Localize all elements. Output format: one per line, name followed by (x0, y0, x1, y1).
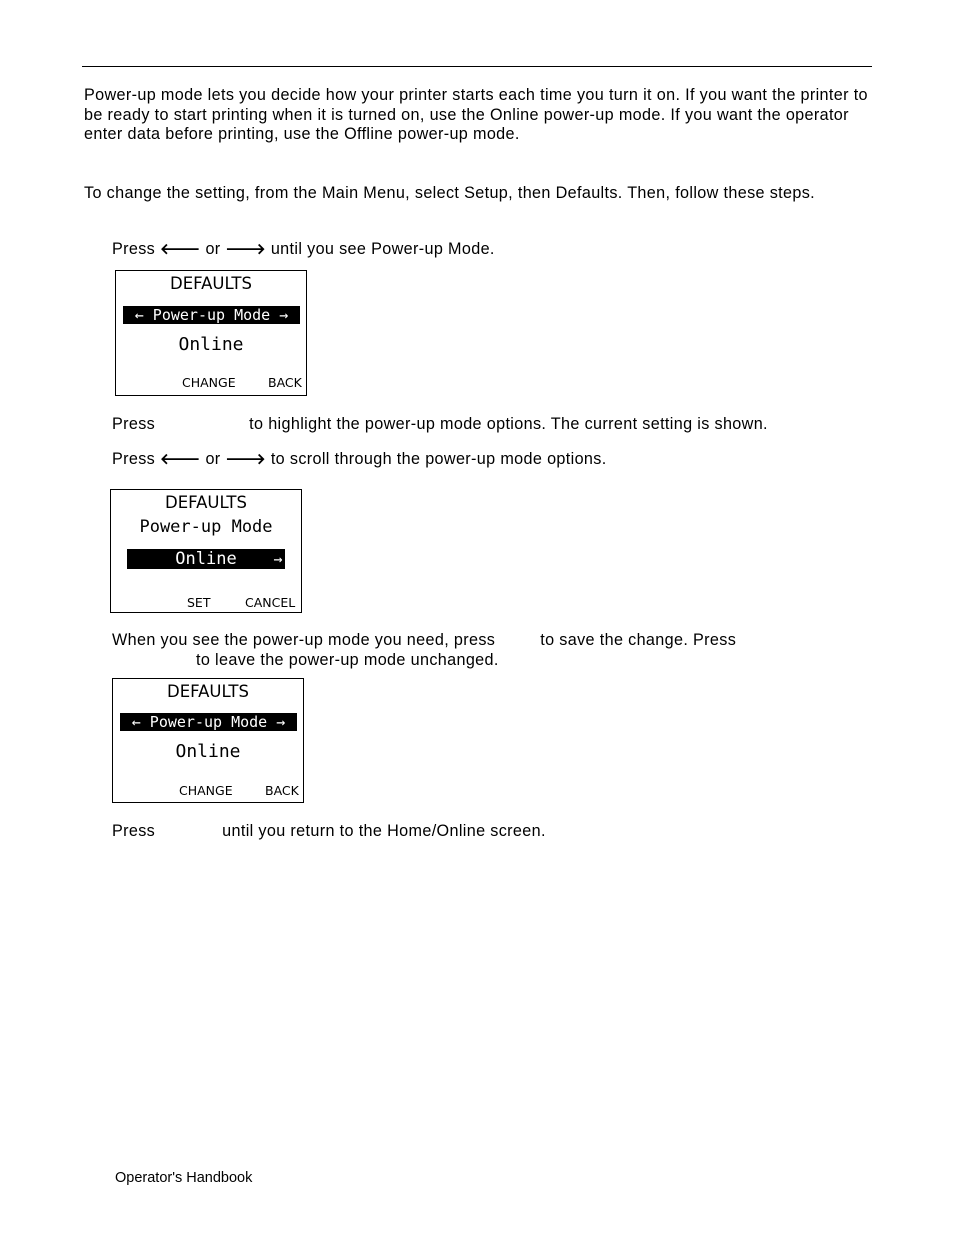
left-arrow-icon: 🡐 (160, 240, 201, 258)
step-3-text: to scroll through the power-up mode options. (270, 450, 607, 468)
screen-2-softkey-set: SET (187, 595, 211, 610)
press-label: Press (112, 415, 156, 433)
step-2-text: to highlight the power-up mode options. The current setting is shown. (249, 415, 768, 433)
step-3 (112, 449, 872, 469)
screen-1-value: Online (178, 334, 244, 355)
step-1 (112, 239, 872, 259)
screen-2-title: DEFAULTS (165, 493, 247, 512)
instructions-paragraph: To change the setting, from the Main Menu, select Setup, then Defaults. Then, follow these steps. (84, 184, 816, 202)
right-arrow-icon: → (273, 550, 283, 568)
screen-3-softkey-back: BACK (265, 783, 299, 798)
or-label: or (205, 240, 221, 258)
or-label: or (205, 450, 221, 468)
screen-1-softkey-back: BACK (268, 375, 302, 390)
screen-3-softkey-change: CHANGE (179, 783, 233, 798)
step-4-line-2: to leave the power-up mode unchanged. (196, 651, 499, 669)
screen-3-title: DEFAULTS (167, 682, 249, 701)
page-footer: Operator's Handbook (115, 1170, 253, 1186)
screen-2-highlight (127, 549, 285, 569)
step-2 (112, 414, 872, 434)
press-label: Press (112, 240, 156, 258)
step-5-text: until you return to the Home/Online screen. (222, 822, 546, 840)
step-1-text: until you see Power-up Mode. (270, 240, 495, 258)
lcd-screen-3 (112, 678, 304, 803)
screen-2-softkey-cancel: CANCEL (245, 595, 296, 610)
step-4-text-a: When you see the power-up mode you need, press (112, 631, 496, 649)
screen-3-value: Online (175, 741, 241, 762)
screen-2-highlight-value: Online (175, 549, 237, 569)
press-label: Press (112, 822, 156, 840)
press-label: Press (112, 450, 156, 468)
step-4-text-b: to save the change. Press (540, 631, 737, 649)
screen-1-title: DEFAULTS (170, 274, 252, 293)
lcd-screen-1 (115, 270, 307, 396)
right-arrow-icon: 🡒 (225, 240, 266, 258)
lcd-screen-2 (110, 489, 302, 613)
screen-2-subtitle: Power-up Mode (139, 517, 273, 537)
intro-paragraph: Power-up mode lets you decide how your printer starts each time you turn it on. If you want the printer to be ready to start printing when it is turned on, use the Online power-up mode. If you want the operator enter data before printing, use the Offline power-up mode. (84, 86, 868, 143)
screen-1-softkey-change: CHANGE (182, 375, 236, 390)
header-rule (82, 66, 872, 67)
right-arrow-icon: 🡒 (225, 450, 266, 468)
step-4-line-1 (112, 630, 872, 650)
left-arrow-icon: 🡐 (160, 450, 201, 468)
step-5 (112, 821, 872, 841)
screen-3-highlight: ← Power-up Mode → (120, 713, 297, 731)
screen-1-highlight: ← Power-up Mode → (123, 306, 300, 324)
